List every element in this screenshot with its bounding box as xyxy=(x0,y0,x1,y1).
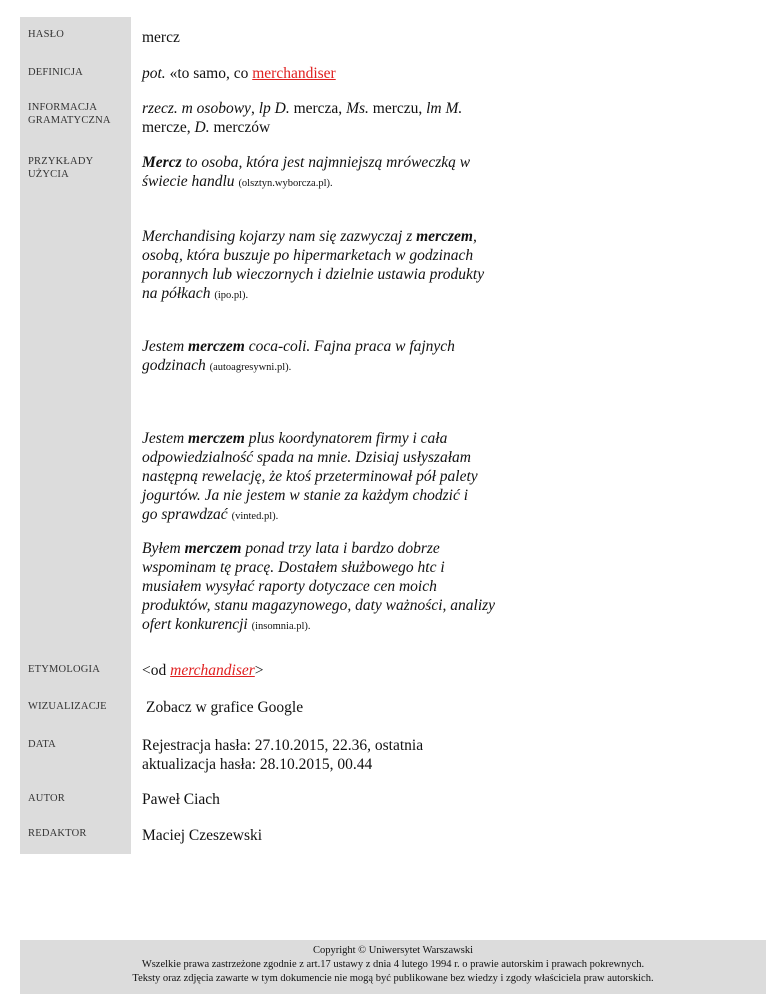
example-source: (ipo.pl). xyxy=(214,290,249,301)
example-text: Merchandising kojarzy nam się zazwyczaj z xyxy=(142,228,417,245)
definition-text: «to samo, co xyxy=(165,65,253,82)
grammar-case-ms: Ms. xyxy=(346,100,369,117)
label-autor: AUTOR xyxy=(28,793,65,804)
entry-headword: mercz xyxy=(142,29,180,46)
example-text: Jestem xyxy=(142,430,189,447)
example-headword: merczem xyxy=(188,338,245,355)
grammar-case-d: D. xyxy=(194,119,210,136)
example-1 xyxy=(142,153,482,193)
entry-dates xyxy=(142,736,502,774)
label-informacja-gramatyczna xyxy=(28,101,128,127)
example-source: (olsztyn.wyborcza.pl). xyxy=(238,178,333,189)
label-gram-line2: GRAMATYCZNA xyxy=(28,115,111,126)
grammar-form-1: mercza, xyxy=(289,100,347,117)
label-wizualizacje: WIZUALIZACJE xyxy=(28,701,107,712)
example-headword: Mercz xyxy=(142,154,182,171)
example-text: , osobą, która buszuje po hipermarketach w godzinach porannych lub wieczornych i dzielnie ustawia produkty na półkach xyxy=(142,228,485,302)
example-headword: merczem xyxy=(188,430,245,447)
definition-register: pot. xyxy=(142,65,166,82)
etymology xyxy=(142,661,502,680)
label-gram-line1: INFORMACJA xyxy=(28,102,98,113)
definition-link[interactable]: merchandiser xyxy=(252,65,336,82)
footer-line1: Copyright © Uniwersytet Warszawski xyxy=(312,945,474,956)
entry-dates-line1: Rejestracja hasła: 27.10.2015, 22.36, ostatnia xyxy=(142,737,424,754)
label-przyklady-uzycia xyxy=(28,155,128,181)
footer-line2: Wszelkie prawa zastrzeżone zgodnie z art.17 ustawy z dnia 4 lutego 1994 r. o prawie autorskim i prawach pokrewnych. xyxy=(141,959,645,970)
grammar-case-lm-m: lm M. xyxy=(426,100,463,117)
example-text: Jestem xyxy=(142,338,189,355)
label-redaktor: REDAKTOR xyxy=(28,828,87,839)
grammar-form-3: mercze, xyxy=(142,119,195,136)
example-text: ponad trzy lata i bardzo dobrze wspominam tę pracę. Dostałem służbowego htc i musiałem wysyłać raporty dotyczace cen moich produktów, stanu magazynowego, daty ważności, analizy ofert konkurencji xyxy=(142,540,496,633)
example-text: Byłem xyxy=(142,540,185,557)
etymology-close: > xyxy=(254,662,264,679)
example-3 xyxy=(142,337,462,377)
label-data: DATA xyxy=(28,739,56,750)
entry-dates-line2: aktualizacja hasła: 28.10.2015, 00.44 xyxy=(142,756,373,773)
label-haslo: HASŁO xyxy=(28,29,65,40)
definition xyxy=(142,64,502,83)
grammar-form-4: merczów xyxy=(209,119,271,136)
example-source: (vinted.pl). xyxy=(231,511,279,522)
example-text: to osoba, która jest najmniejszą mrówеczką w świecie handlu xyxy=(142,154,471,190)
example-headword: merczem xyxy=(416,228,473,245)
grammar-info xyxy=(142,99,472,137)
editor-name: Maciej Czeszewski xyxy=(142,827,263,844)
example-headword: merczem xyxy=(184,540,242,557)
label-przyk-line1: PRZYKŁADY xyxy=(28,156,94,167)
example-4 xyxy=(142,429,487,526)
example-source: (autoagresywni.pl). xyxy=(209,362,292,373)
footer-line3: Teksty oraz zdjęcia zawarte w tym dokumencie nie mogą być publikowane bez wiedzy i zgody właściciela praw autorskich. xyxy=(132,973,654,984)
label-etymologia: ETYMOLOGIA xyxy=(28,664,100,675)
label-definicja: DEFINICJA xyxy=(28,67,83,78)
example-text: plus koordynatorem firmy i cała odpowiedzialność spada na mnie. Dzisiaj usłyszałam następną rewelację, że ktoś przeterminował pół palety jogurtów. Ja nie jestem w stanie za każdym chodzić i go sprawdzać xyxy=(142,430,478,523)
grammar-sep: , xyxy=(250,100,259,117)
example-5 xyxy=(142,539,497,636)
label-column xyxy=(20,17,131,854)
etymology-open: <od xyxy=(142,662,171,679)
etymology-link[interactable]: merchandiser xyxy=(170,662,255,679)
copyright-footer xyxy=(20,940,766,994)
example-2 xyxy=(142,227,487,305)
google-images-link[interactable]: Zobacz w grafice Google xyxy=(146,699,304,716)
label-przyk-line2: UŻYCIA xyxy=(28,169,69,180)
grammar-case-lp-d: lp D. xyxy=(258,100,290,117)
author-name: Paweł Ciach xyxy=(142,791,220,808)
grammar-pos: rzecz. m osobowy xyxy=(142,100,251,117)
grammar-form-2: merczu, xyxy=(368,100,427,117)
example-text: coca-coli. Fajna praca w fajnych godzinach xyxy=(142,338,455,374)
example-source: (insomnia.pl). xyxy=(251,621,311,632)
